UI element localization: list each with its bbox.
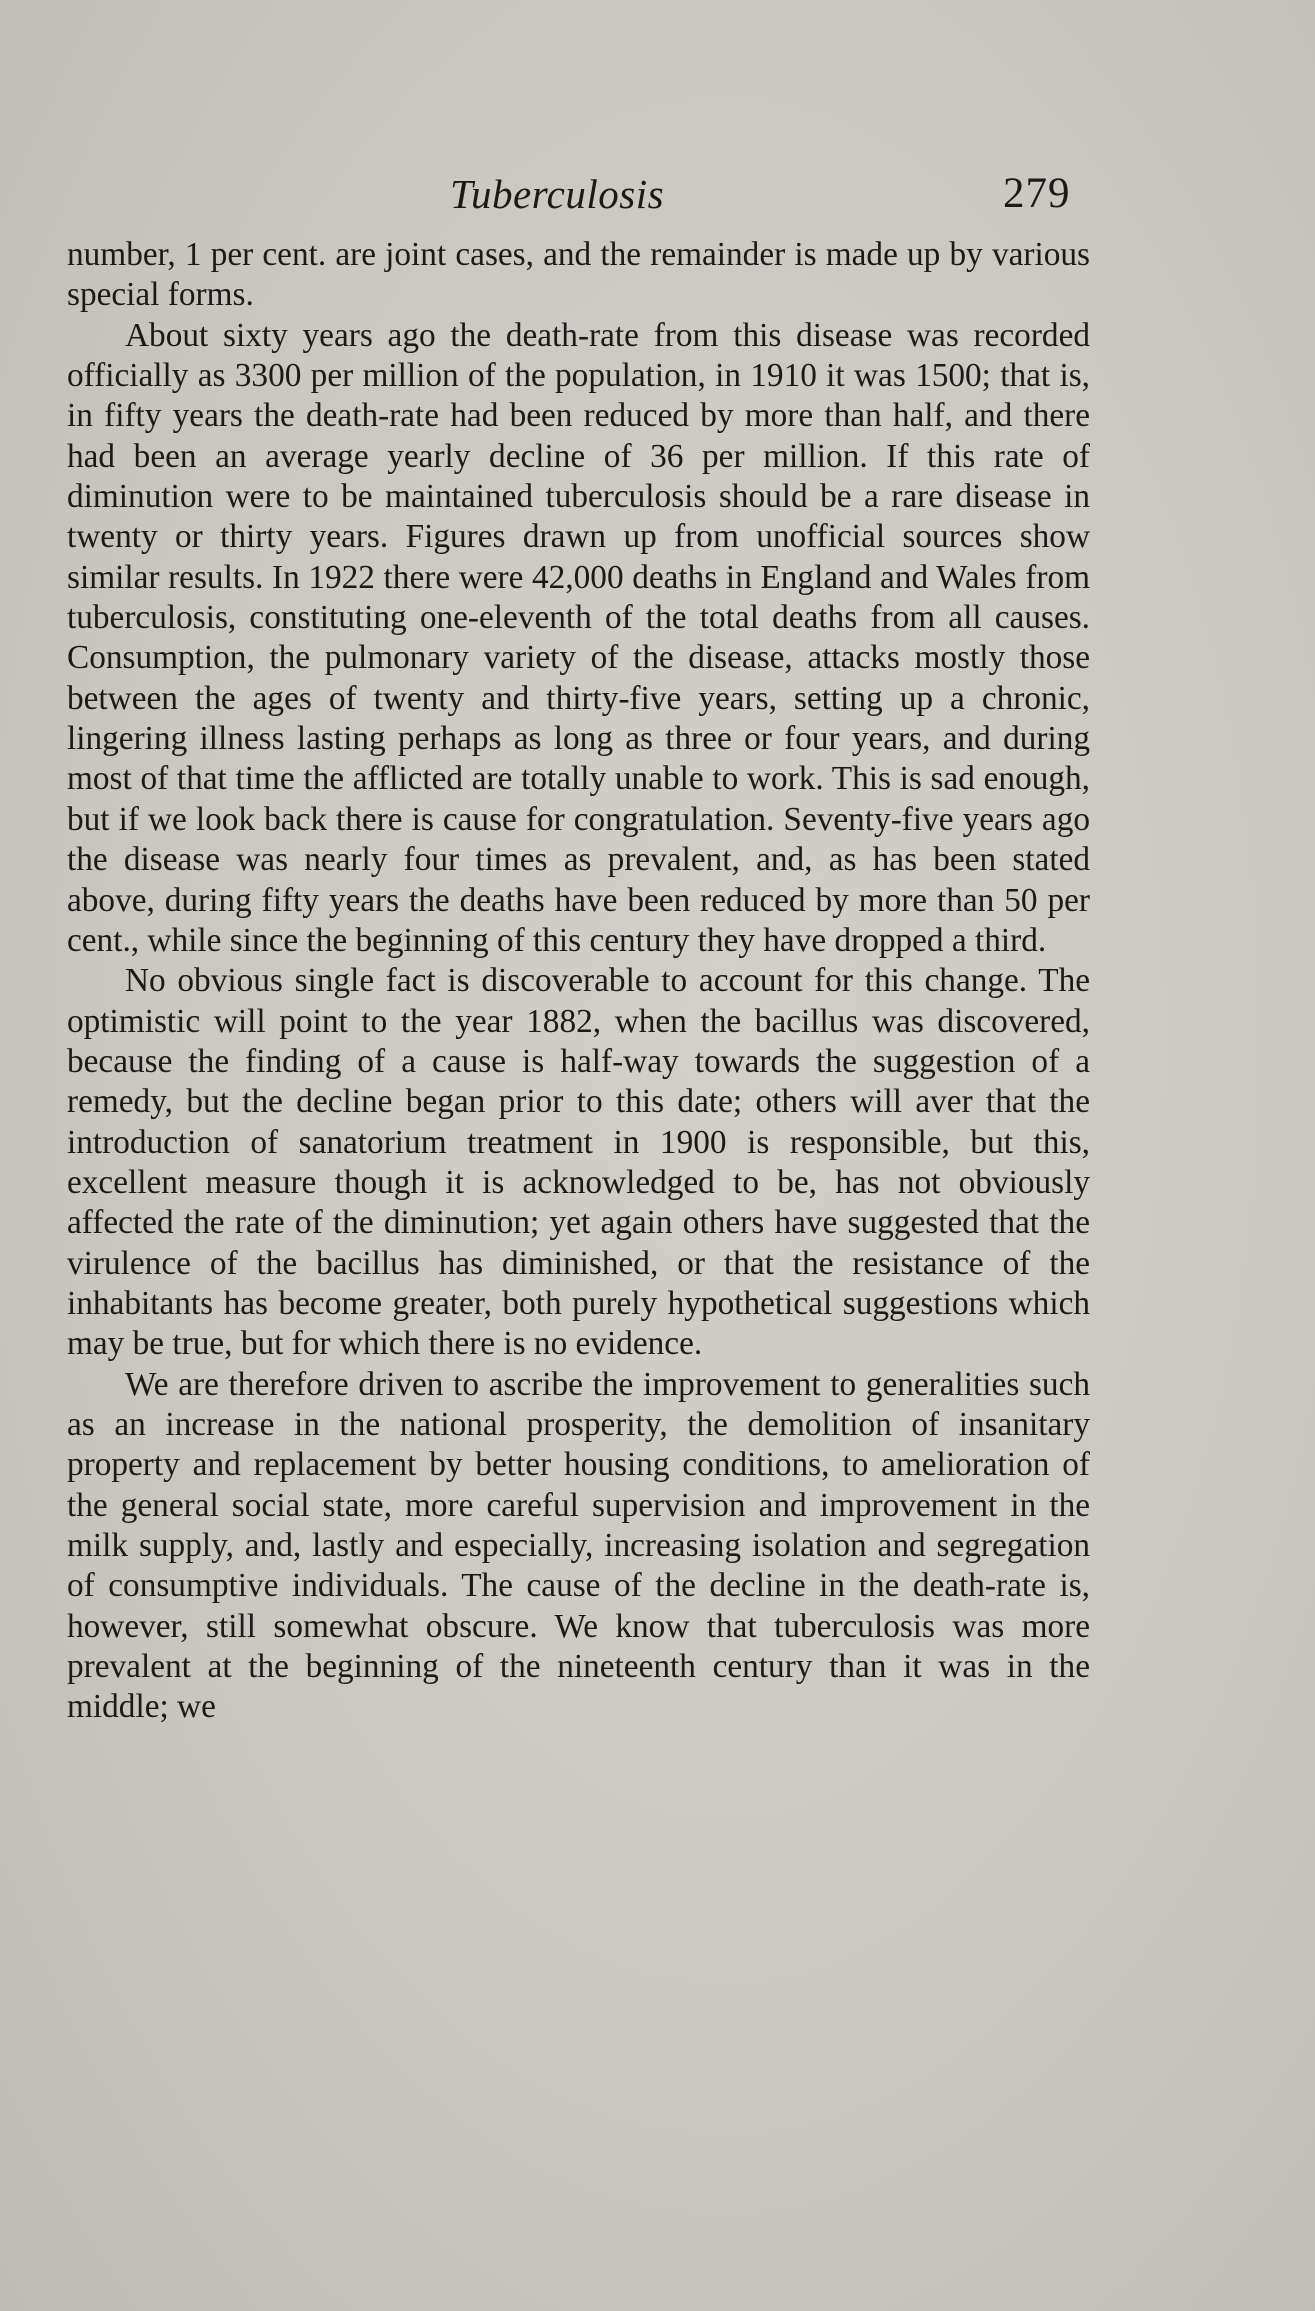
paragraph-continued: number, 1 per cent. are joint cases, and the remainder is made up by various special forms. (67, 236, 1090, 314)
paragraph: About sixty years ago the death-rate from this disease was recorded officially as 3300 per million of the population, in 1910 it was 1500; that is, in fifty years the death-rate had been reduced by more than half, and there had been an average yearly decline of 36 per million. If this rate of diminution were to be maintained tuberculosis should be a rare disease in twenty or thirty years. Figures drawn up from unofficial sources show similar results. In 1922 there were 42,000 deaths in England and Wales from tuberculosis, constituting one-eleventh of the total deaths from all causes. Consumption, the pulmonary variety of the disease, attacks mostly those between the ages of twenty and thirty-five years, setting up a chronic, lingering illness lasting perhaps as long as three or four years, and during most of that time the afflicted are totally unable to work. This is sad enough, but if we look back there is cause for congratulation. Seventy-five years ago the disease was nearly four times as prevalent, and, as has been stated above, during fifty years the deaths have been reduced by more than 50 per cent., while since the beginning of this century they have dropped a third. (67, 316, 1090, 959)
paragraph: No obvious single fact is discoverable to account for this change. The optimistic will point to the year 1882, when the bacillus was discovered, because the finding of a cause is half-way towards the suggestion of a remedy, but the decline began prior to this date; others will aver that the introduction of sanatorium treatment in 1900 is responsible, but this, excellent measure though it is acknowledged to be, has not obviously affected the rate of the diminution; yet again others have suggested that the virulence of the bacillus has diminished, or that the resistance of the inhabitants has become greater, both purely hypothetical suggestions which may be true, but for which there is no evidence. (67, 962, 1090, 1363)
page-header (0, 164, 1315, 224)
body-text (67, 235, 1090, 1728)
page-number: 279 (1003, 170, 1071, 217)
paragraph: We are therefore driven to ascribe the improvement to generalities such as an increase in the national prosperity, the demolition of insanitary property and replacement by better housing conditions, to amelioration of the general social state, more careful supervision and improvement in the milk supply, and, lastly and especially, increasing isolation and segregation of consumptive individuals. The cause of the decline in the death-rate is, however, still somewhat obscure. We know that tuberculosis was more prevalent at the beginning of the nineteenth century than it was in the middle; we (67, 1365, 1090, 1726)
running-title: Tuberculosis (450, 171, 665, 217)
